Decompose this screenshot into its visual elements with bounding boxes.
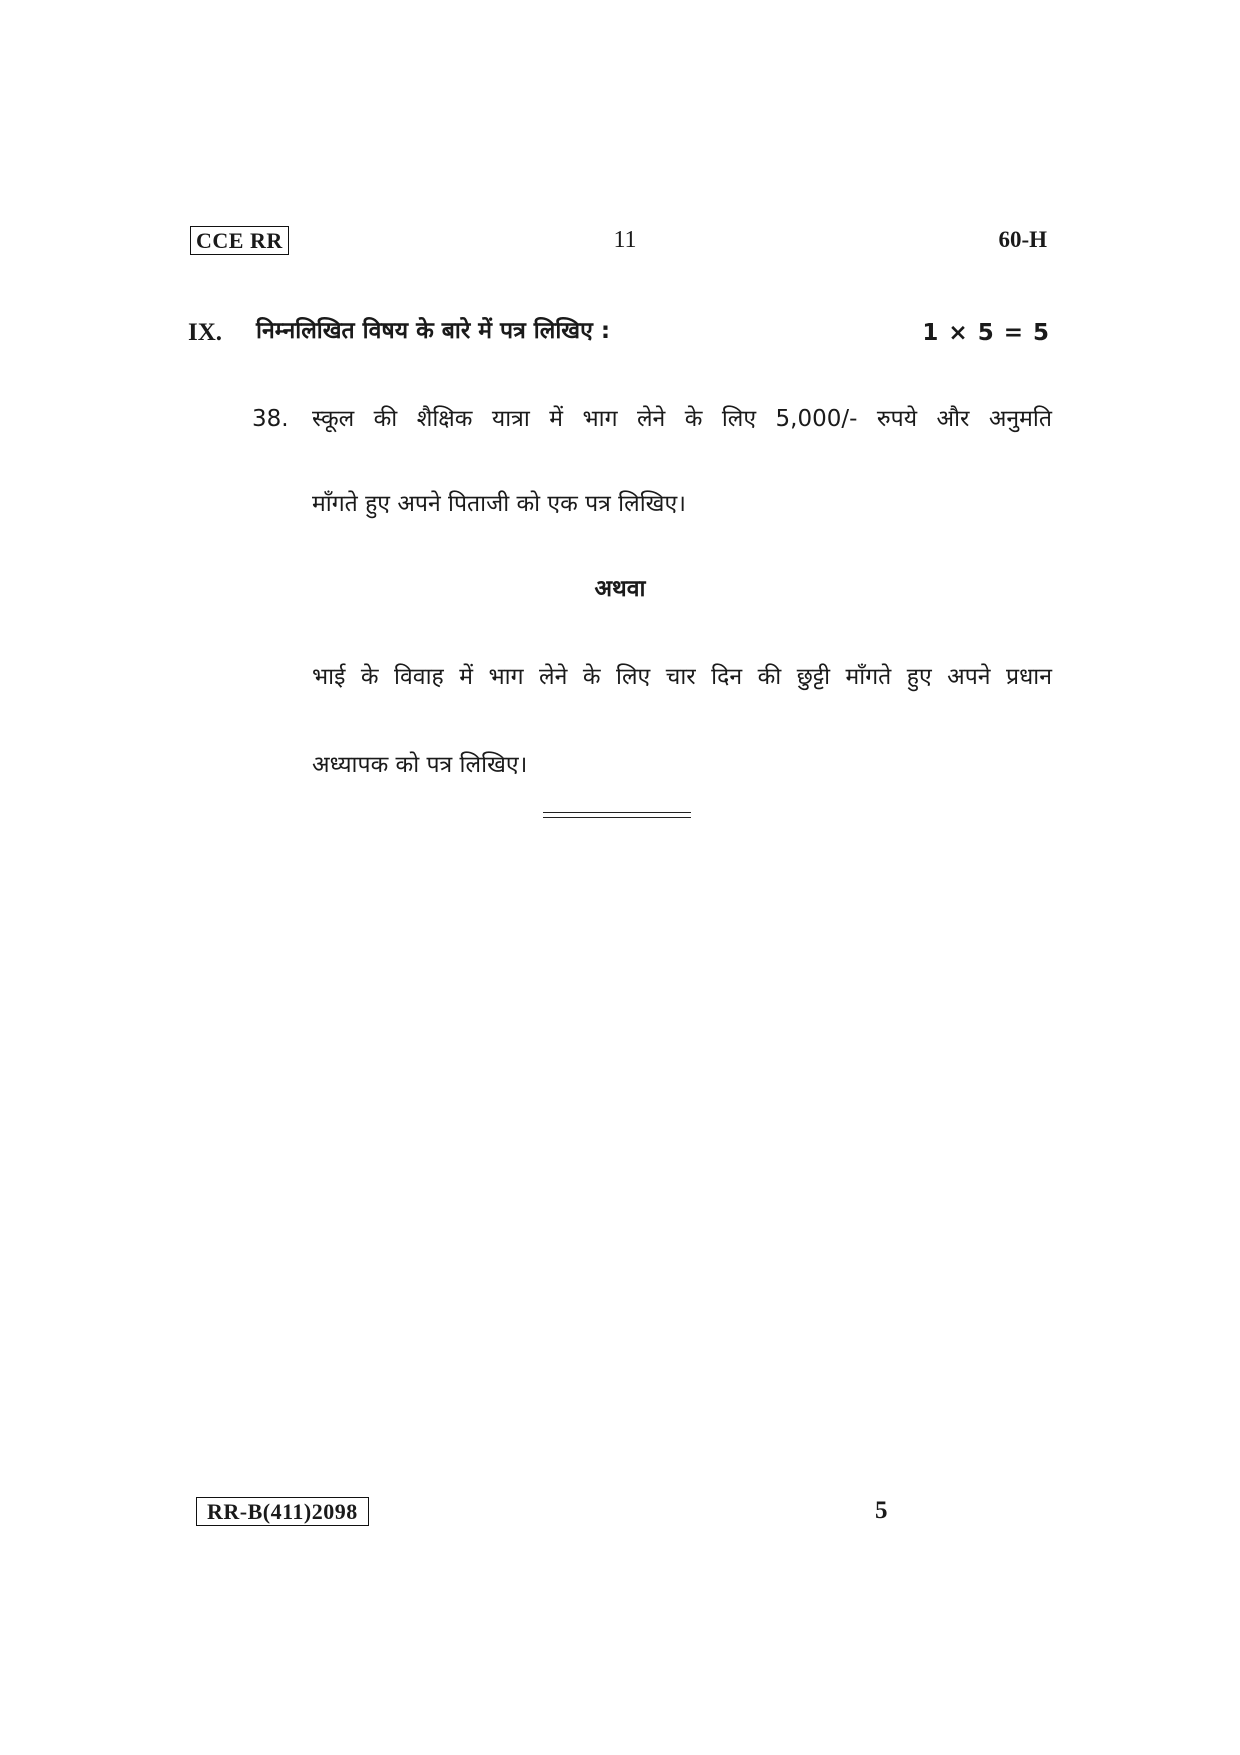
alternative-text-line-1: भाई के विवाह में भाग लेने के लिए चार दिन की छुट्टी माँगते हुए अपने प्रधान (312, 664, 1052, 690)
section-marks: 1 × 5 = 5 (922, 320, 1050, 346)
alternative-text-line-2: अध्यापक को पत्र लिखिए। (312, 752, 528, 778)
footer-sheet-number: 5 (875, 1497, 888, 1524)
section-number: IX. (188, 319, 223, 346)
question-text-line-1: स्कूल की शैक्षिक यात्रा में भाग लेने के लिए 5,000/- रुपये और अनुमति (312, 406, 1052, 432)
section-instruction: निम्नलिखित विषय के बारे में पत्र लिखिए : (256, 318, 611, 344)
header-paper-code: 60-H (998, 227, 1047, 252)
question-number: 38. (252, 406, 289, 432)
question-text-line-2: माँगते हुए अपने पिताजी को एक पत्र लिखिए। (312, 491, 686, 517)
end-double-rule (543, 812, 691, 818)
footer-booklet-code: RR-B(411)2098 (196, 1497, 369, 1526)
header-page-number: 11 (613, 227, 637, 253)
header-code-box: CCE RR (190, 226, 289, 255)
or-separator: अथवा (594, 576, 646, 602)
